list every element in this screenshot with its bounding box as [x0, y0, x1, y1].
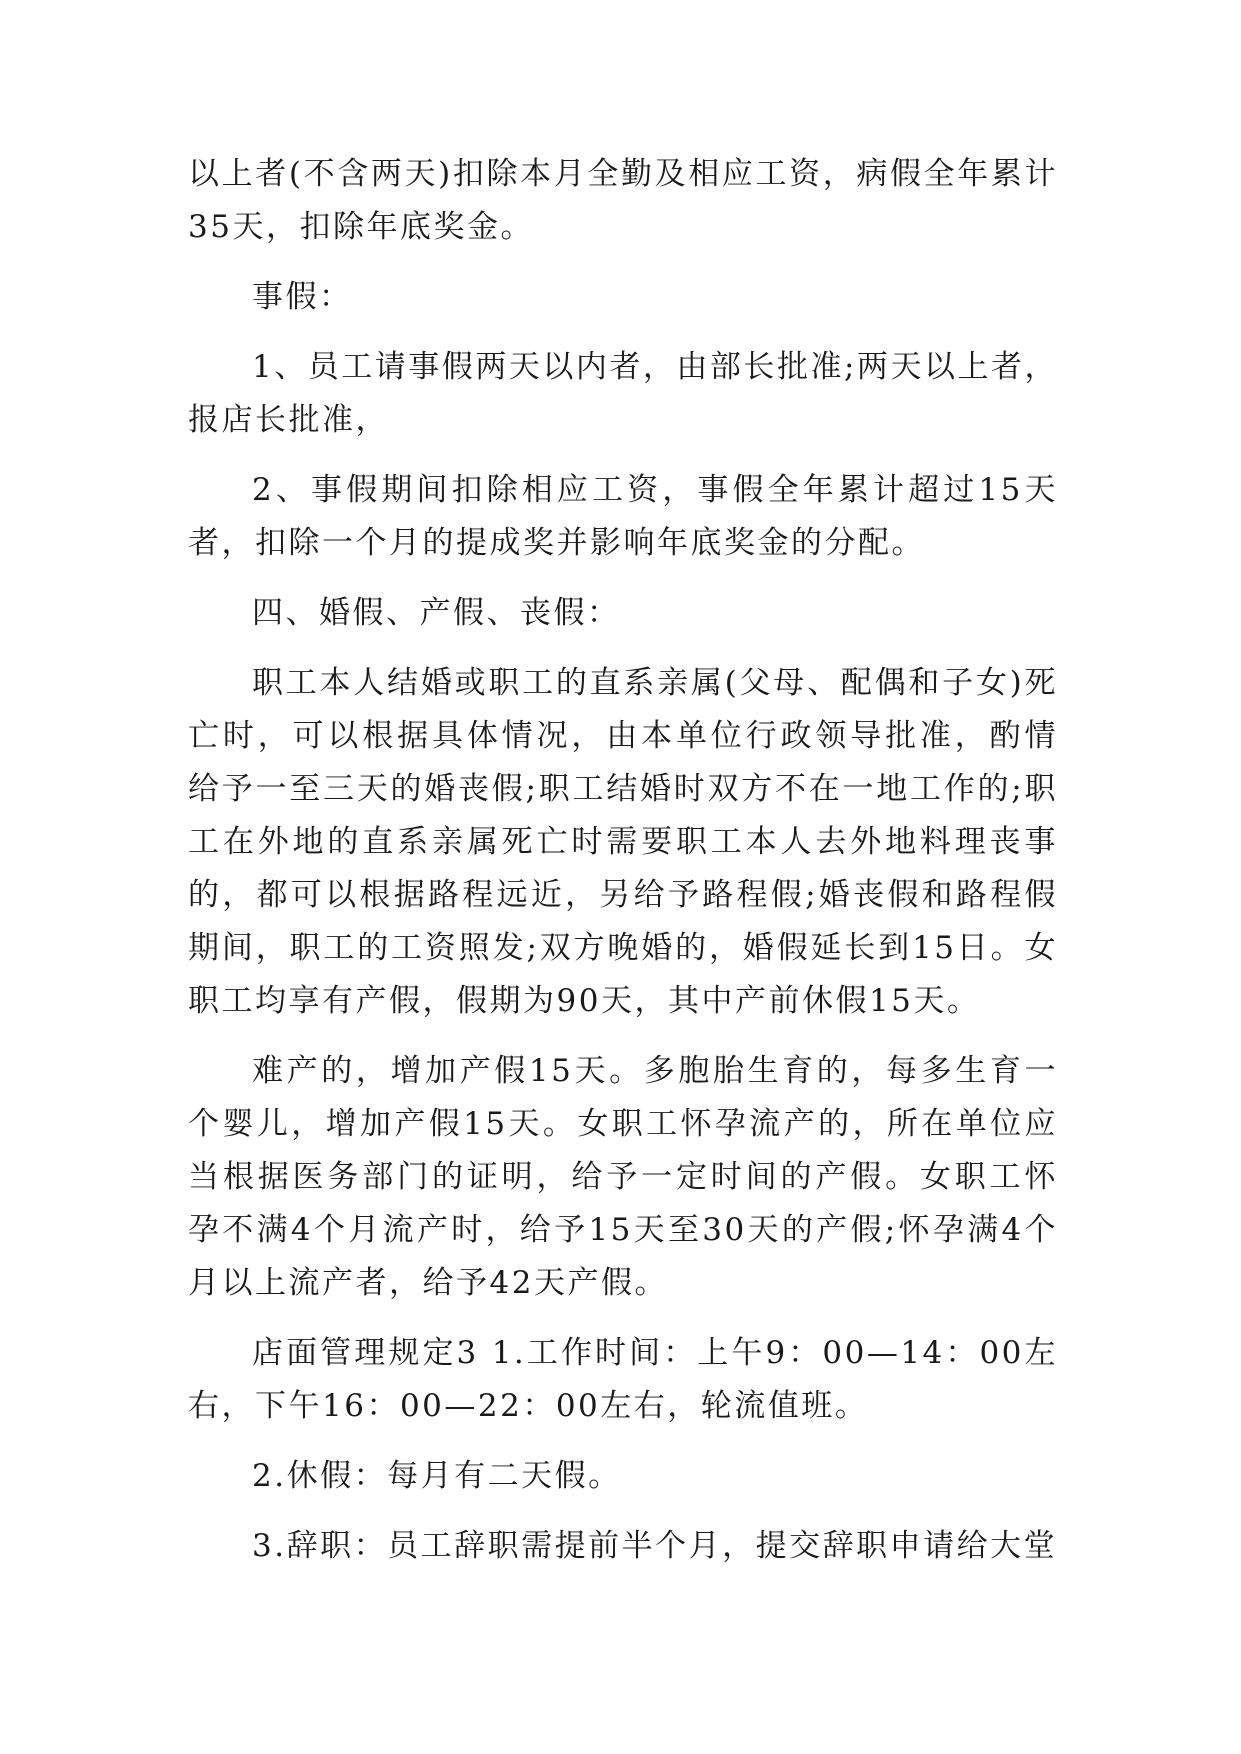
paragraph: 3.辞职：员工辞职需提前半个月，提交辞职申请给大堂	[252, 1528, 1058, 1564]
section-heading-personal-leave: 事假：	[252, 279, 353, 315]
paragraph: 以上者(不含两天)扣除本月全勤及相应工资，病假全年累计35天，扣除年底奖金。	[188, 156, 1058, 245]
paragraph: 职工本人结婚或职工的直系亲属(父母、配偶和子女)死亡时，可以根据具体情况，由本单位行政领导批准，酌情给予一至三天的婚丧假;职工结婚时双方不在一地工作的;职工在外地的直系亲属死亡时需要职工本人去外地料理丧事的，都可以根据路程远近，另给予路程假;婚丧假和路程假期间，职工的工资照发;双方晚婚的，婚假延长到15日。女职工均享有产假，假期为90天，其中产前休假15天。	[188, 665, 1058, 1019]
section-heading-marriage-maternity-funeral-leave: 四、婚假、产假、丧假：	[252, 595, 621, 631]
paragraph: 2、事假期间扣除相应工资，事假全年累计超过15天者，扣除一个月的提成奖并影响年底奖金的分配。	[188, 472, 1058, 561]
document-body	[188, 148, 1058, 1573]
paragraph: 难产的，增加产假15天。多胞胎生育的，每多生育一个婴儿，增加产假15天。女职工怀孕流产的，所在单位应当根据医务部门的证明，给予一定时间的产假。女职工怀孕不满4个月流产时，给予15天至30天的产假;怀孕满4个月以上流产者，给予42天产假。	[188, 1053, 1058, 1301]
paragraph: 店面管理规定3 1.工作时间：上午9：00—14：00左右，下午16：00—22：00左右，轮流值班。	[188, 1335, 1058, 1424]
paragraph: 2.休假：每月有二天假。	[252, 1458, 622, 1494]
paragraph: 1、员工请事假两天以内者，由部长批准;两天以上者，报店长批准，	[188, 349, 1058, 438]
